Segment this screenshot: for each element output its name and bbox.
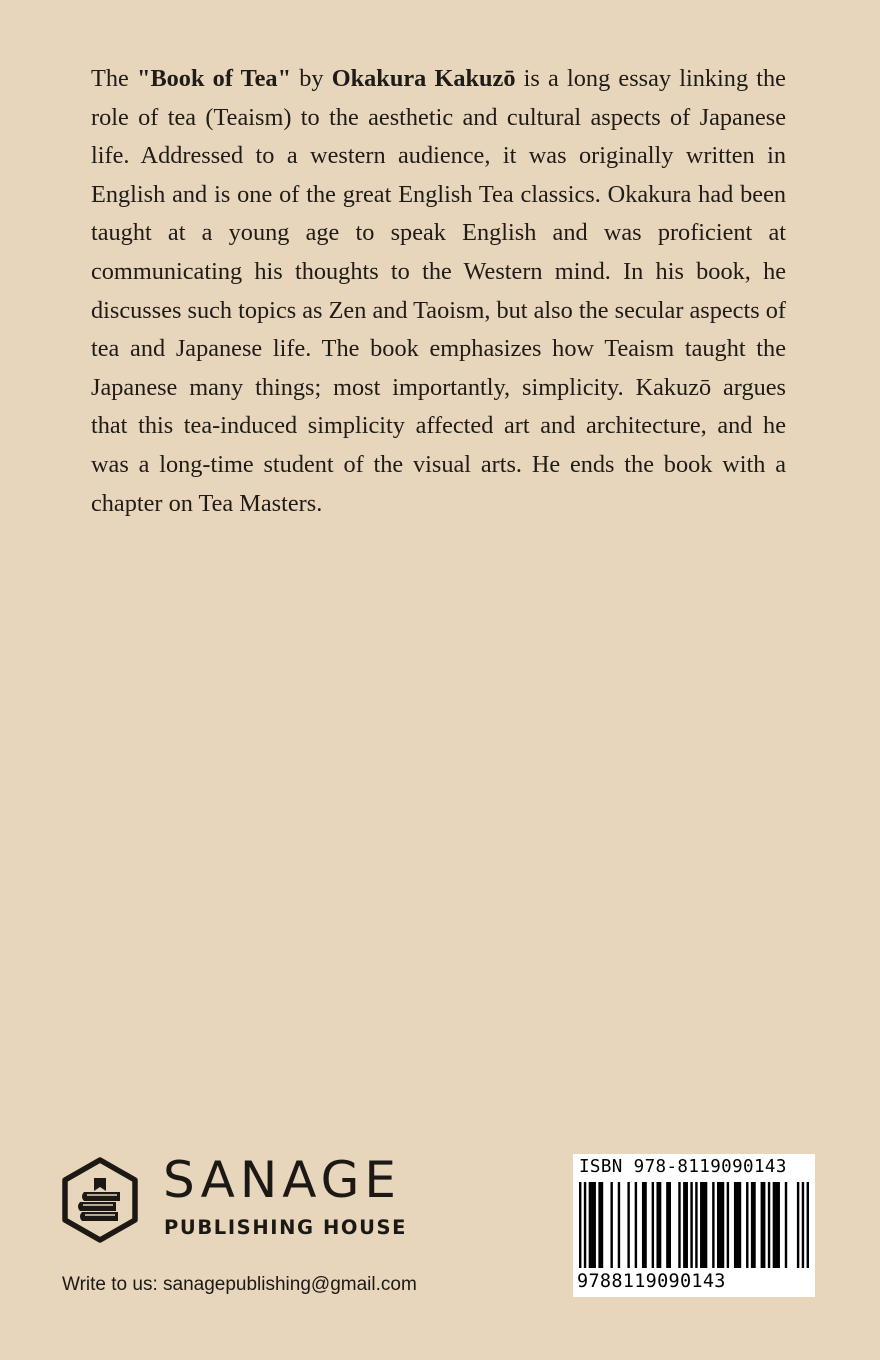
barcode-digits: 9788119090143 [577,1271,726,1292]
barcode-bar [584,1182,586,1268]
blurb-text-body: is a long essay linking the role of tea (Teaism) to the aesthetic and cultural aspects of Japanese life. Addressed to a western audience, it was originally written in English and is one of the great English Tea classics. Okakura had been taught at a young age to speak English and was proficient at communicating his thoughts to the Western mind. In his book, he discusses such topics as Zen and Taoism, but also the secular aspects of tea and Japanese life. The book emphasizes how Teaism taught the Japanese many things; most importantly, simplicity. Kakuzō argues that this tea-induced simplicity affected art and architecture, and he was a long-time student of the visual arts. He ends the book with a chapter on Tea Masters. [91,65,786,517]
barcode-bar [610,1182,612,1268]
barcode-bar [652,1182,654,1268]
blurb-text-by: by [291,65,332,92]
barcode-bar [618,1182,620,1268]
barcode-bar [656,1182,661,1268]
barcode-bar [589,1182,596,1268]
isbn-label: ISBN 978-8119090143 [579,1157,787,1177]
barcode-bar [734,1182,741,1268]
barcode-bar [751,1182,756,1268]
barcode-bar [761,1182,766,1268]
barcode-bar [666,1182,671,1268]
barcode-bar [598,1182,603,1268]
barcode-bar [712,1182,714,1268]
barcode-bar [678,1182,680,1268]
publisher-subtitle: PUBLISHING HOUSE [164,1216,408,1239]
barcode-bar [746,1182,748,1268]
contact-email: Write to us: sanagepublishing@gmail.com [62,1274,417,1295]
barcode-bar [695,1182,697,1268]
barcode-bar [807,1182,809,1268]
author-name: Okakura Kakuzō [331,65,516,92]
barcode-bar [683,1182,688,1268]
barcode-bar [690,1182,692,1268]
blurb-text-start: The [91,65,137,92]
barcode-bar [700,1182,707,1268]
barcode-bar [635,1182,637,1268]
barcode-bar [627,1182,629,1268]
book-title: "Book of Tea" [136,65,292,92]
barcode-bar [717,1182,724,1268]
barcode-bar [727,1182,729,1268]
isbn-barcode [573,1154,815,1297]
barcode-bar [785,1182,787,1268]
barcode-icon [579,1182,809,1270]
barcode-bar [802,1182,804,1268]
blurb-paragraph [91,60,786,523]
publisher-name: SANAGE [163,1151,401,1209]
hexagon-books-icon [60,1156,140,1244]
barcode-bar [579,1182,581,1268]
barcode-bar [773,1182,780,1268]
barcode-bar [768,1182,770,1268]
barcode-bar [797,1182,799,1268]
back-cover-blurb [91,60,786,523]
barcode-bar [642,1182,647,1268]
